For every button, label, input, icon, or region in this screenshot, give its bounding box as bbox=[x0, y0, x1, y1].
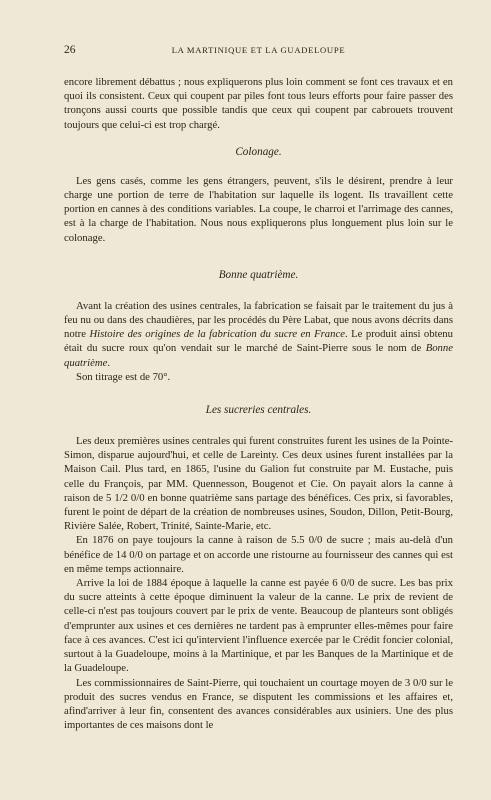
paragraph-colonage: Les gens casés, comme les gens étrangers, peuvent, s'ils le désirent, prendre à leur charge une portion de terre de l'habitation sur laquelle ils logent. Ils travaillent cette portion en cannes à des conditions variables. La coupe, le charroi et l'arrimage des cannes, est à la charge de l'habitation. Nous nous expliquerons plus longuement plus loin sur le colonage. bbox=[64, 174, 453, 244]
book-title: Histoire des origines de la fabrication du sucre en France bbox=[89, 328, 345, 341]
heading-sucreries-centrales: Les sucreries centrales. bbox=[205, 404, 312, 417]
heading-colonage: Colonage. bbox=[235, 145, 282, 158]
paragraph-bonne-quatrieme: Avant la création des usines centrales, la fabrication se faisait par le traitement du jus à feu nu ou dans des chaudières, par les procédés du Père Labat, que nous avons décrits dans notre Histoire des origines de la fabrication du sucre en France. Le produit ainsi obtenu était du sucre roux qu'on vendait sur le marché de Saint-Pierre sous le nom de Bonne quatrième. bbox=[64, 299, 453, 369]
paragraph-loi-1884: Arrive la loi de 1884 époque à laquelle la canne est payée 6 0/0 de sucre. Les bas prix du sucre atteints à cette époque diminuent la valeur de la canne. Le prix de revient de celle-ci n'est pas toujours couvert par le prix de vente. Beaucoup de planteurs sont obligés d'emprunter aux usines et ces dernières ne tardent pas à emprunter elles-mêmes pour faire face à ces avances. C'est ici qu'intervient l'influence exercée par le Crédit foncier colonial, surtout à la Guadeloupe, moins à la Martinique, et par les Banques de la Martinique et de la Guadeloupe. bbox=[64, 577, 453, 675]
page-body bbox=[64, 75, 453, 732]
paragraph-commissionnaires: Les commissionnaires de Saint-Pierre, qui touchaient un courtage moyen de 3 0/0 sur le produit des sucres vendus en France, se disputent les commissions et les affaires et, afind'arriver à leur fin, consentent des avances considérables aux usiniers. Une des plus importantes de ces maisons dont le bbox=[64, 676, 453, 732]
paragraph-titrage: Son titrage est de 70°. bbox=[76, 370, 171, 383]
heading-bonne-quatrieme: Bonne quatrième. bbox=[218, 268, 299, 281]
paragraph-continuation: encore librement débattus ; nous expliquerons plus loin comment se font ces travaux et en quoi ils consistent. Ceux qui coupent par piles font tous leurs efforts pour faire passer des tronçons aussi courts que possible tandis que ceux qui coupent par cabrouets trouvent toujours que celui-ci est trop chargé. bbox=[64, 76, 453, 131]
page-number: 26 bbox=[64, 44, 76, 56]
term-bonne-quatrieme: Bonne quatrième bbox=[64, 342, 453, 369]
page-header bbox=[64, 44, 453, 58]
paragraph-1876: En 1876 on paye toujours la canne à raison de 5.5 0/0 de sucre ; mais au-delà d'un bénéfice de 14 0/0 on partage et on accorde une ristourne au fournisseur des cannes qui est en même temps actionnaire. bbox=[64, 534, 453, 575]
paragraph-usines: Les deux premières usines centrales qui furent construites furent les usines de la Pointe-Simon, disparue aujourd'hui, et celle de Lareinty. Ces deux usines furent installées par la Maison Cail. Plus tard, en 1865, l'usine du Galion fut construite par M. Eustache, puis celle du François, par MM. Quennesson, Bougenot et Cie. On payait alors la canne à raison de 5 1/2 0/0 en bonne quatrième sans partage des bénéfices. Ces prix, si favorables, furent le point de départ de la création de nombreuses usines, Soudon, Dillon, Petit-Bourg, Rivière Salée, Robert, Trinité, Sainte-Marie, etc. bbox=[64, 435, 453, 533]
running-title: LA MARTINIQUE ET LA GUADELOUPE bbox=[171, 45, 346, 55]
